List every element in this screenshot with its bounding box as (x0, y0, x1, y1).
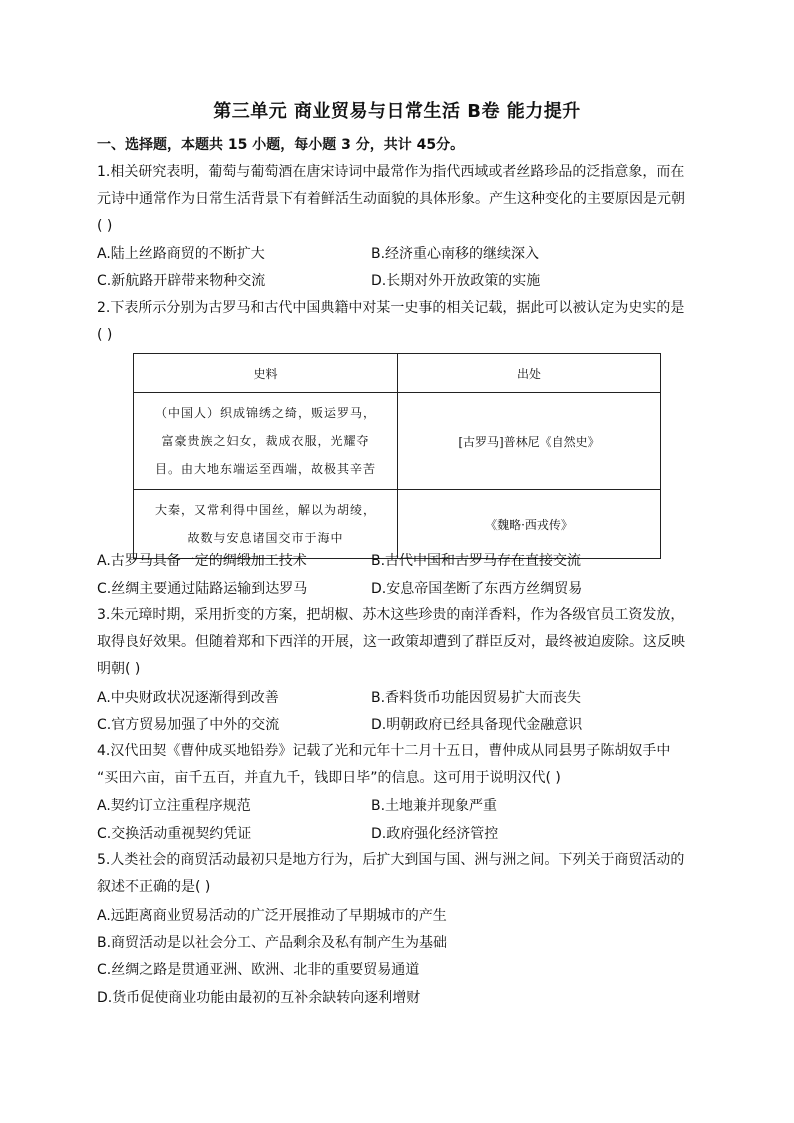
table-row (134, 393, 661, 490)
section-heading: 一、选择题，本题共 15 小题，每小题 3 分，共计 45分。 (97, 137, 465, 153)
q4-option-d[interactable]: D.政府强化经济管控 (371, 826, 499, 842)
q1-option-b[interactable]: B.经济重心南移的继续深入 (371, 246, 540, 262)
q1-option-c[interactable]: C.新航路开辟带来物种交流 (97, 273, 266, 289)
q5-option-c[interactable]: C.丝绸之路是贯通亚洲、欧洲、北非的重要贸易通道 (97, 962, 420, 978)
table-row (134, 490, 661, 559)
table-header-row (134, 354, 661, 393)
q3-line-2: 取得良好效果。但随着郑和下西洋的开展，这一政策却遭到了群臣反对，最终被迫废除。这反映 (97, 634, 685, 650)
q2-option-c[interactable]: C.丝绸主要通过陆路运输到达罗马 (97, 581, 308, 597)
q1-line-1: 1.相关研究表明，葡萄与葡萄酒在唐宋诗词中最常作为指代西域或者丝路珍品的泛指意象，而在 (97, 164, 685, 180)
q3-option-d[interactable]: D.明朝政府已经具备现代金融意识 (371, 717, 583, 733)
source-table (133, 353, 661, 559)
q1-option-a[interactable]: A.陆上丝路商贸的不断扩大 (97, 246, 265, 262)
q1-line-3: ( ) (97, 218, 113, 234)
source-line: 故数与安息诸国交市于海中 (187, 531, 344, 545)
q5-option-a[interactable]: A.远距离商业贸易活动的广泛开展推动了早期城市的产生 (97, 908, 447, 924)
q2-option-a[interactable]: A.古罗马具备一定的绸缎加工技术 (97, 553, 307, 569)
table-cell-origin: [古罗马]普林尼《自然史》 (398, 393, 661, 490)
source-line: 目。由大地东端运至西端，故极其辛苦 (154, 462, 376, 476)
source-line: （中国人）织成锦绣之绮，贩运罗马， (154, 406, 376, 420)
q1-line-2: 元诗中通常作为日常生活背景下有着鲜活生动面貌的具体形象。产生这种变化的主要原因是元朝 (97, 191, 685, 207)
q5-option-b[interactable]: B.商贸活动是以社会分工、产品剩余及私有制产生为基础 (97, 935, 448, 951)
q3-line-1: 3.朱元璋时期，采用折变的方案，把胡椒、苏木这些珍贵的南洋香料，作为各级官员工资发放， (97, 607, 685, 623)
q4-option-b[interactable]: B.土地兼并现象严重 (371, 798, 498, 814)
q4-line-2: “买田六亩，亩千五百，并直九千，钱即日毕”的信息。这可用于说明汉代( ) (97, 770, 561, 786)
table-header-cell: 出处 (398, 354, 661, 393)
source-line: 富豪贵族之妇女，裁成衣服，光耀夺 (161, 434, 370, 448)
table-cell-source (134, 393, 398, 490)
q5-line-1: 5.人类社会的商贸活动最初只是地方行为，后扩大到国与国、洲与洲之间。下列关于商贸活动的 (97, 852, 685, 868)
q3-option-a[interactable]: A.中央财政状况逐渐得到改善 (97, 690, 279, 706)
q1-option-d[interactable]: D.长期对外开放政策的实施 (371, 273, 541, 289)
q2-option-d[interactable]: D.安息帝国垄断了东西方丝绸贸易 (371, 581, 583, 597)
q4-option-a[interactable]: A.契约订立注重程序规范 (97, 798, 251, 814)
q4-line-1: 4.汉代田契《曹仲成买地铅券》记载了光和元年十二月十五日，曹仲成从同县男子陈胡奴手中 (97, 743, 671, 759)
q3-line-3: 明朝( ) (97, 661, 141, 677)
table-header-cell: 史料 (134, 354, 398, 393)
q2-line-1: 2.下表所示分别为古罗马和古代中国典籍中对某一史事的相关记载，据此可以被认定为史实的是 (97, 300, 685, 316)
q4-option-c[interactable]: C.交换活动重视契约凭证 (97, 826, 252, 842)
q5-option-d[interactable]: D.货币促使商业功能由最初的互补余缺转向逐利增财 (97, 990, 421, 1006)
q2-option-b[interactable]: B.古代中国和古罗马存在直接交流 (371, 553, 582, 569)
source-line: 大秦，又常利得中国丝，解以为胡绫， (154, 503, 376, 517)
q2-line-2: ( ) (97, 327, 113, 343)
table-cell-origin: 《魏略·西戎传》 (398, 490, 661, 559)
q3-option-c[interactable]: C.官方贸易加强了中外的交流 (97, 717, 280, 733)
page-title: 第三单元 商业贸易与日常生活 B卷 能力提升 (213, 101, 581, 122)
table-cell-source (134, 490, 398, 559)
q3-option-b[interactable]: B.香料货币功能因贸易扩大而丧失 (371, 690, 582, 706)
q5-line-2: 叙述不正确的是( ) (97, 879, 211, 895)
